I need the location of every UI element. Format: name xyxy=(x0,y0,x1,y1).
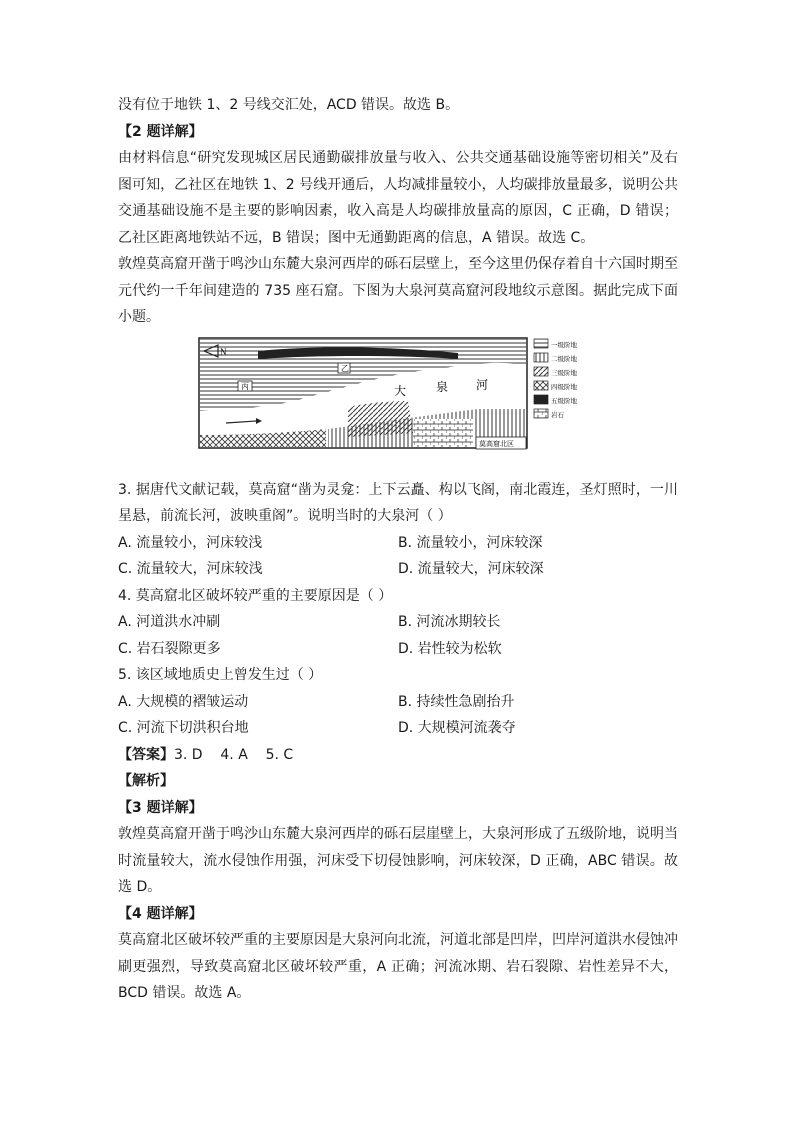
legend-label-5: 五级阶地 xyxy=(551,396,577,405)
legend-swatch-4 xyxy=(534,381,548,390)
question-5-option-b: B. 持续性急剧抬升 xyxy=(398,693,515,710)
question-5-options-row-1 xyxy=(118,689,678,716)
question-3-option-b: B. 流量较小，河床较深 xyxy=(398,534,543,551)
question-5-options-row-2 xyxy=(118,715,678,742)
legend-label-6: 岩石 xyxy=(551,410,564,419)
question-4-options-row-2 xyxy=(118,636,678,663)
question-5-option-c: C. 河流下切洪积台地 xyxy=(118,720,249,736)
paragraph-intro: 敦煌莫高窟开凿于鸣沙山东麓大泉河西岸的砾石层壁上，至今这里仍保存着自十六国时期至元代约一千年间建造的 735 座石窟。下图为大泉河莫高窟河段地纹示意图。据此完成下面小题。 xyxy=(118,256,678,325)
rock-patch xyxy=(413,419,473,447)
legend-swatch-3 xyxy=(534,367,548,376)
question-4-option-c: C. 岩石裂隙更多 xyxy=(118,640,221,657)
heading-q3-explain: 【3 题详解】 xyxy=(118,799,203,816)
question-5-stem: 5. 该区域地质史上曾发生过（ ） xyxy=(118,667,323,683)
heading-q2-explain: 【2 题详解】 xyxy=(118,123,203,140)
question-3-options-row-1 xyxy=(118,530,678,557)
river-label-2: 泉 xyxy=(436,379,449,394)
legend-swatch-1 xyxy=(534,339,548,348)
legend-label-3: 三级阶地 xyxy=(551,368,577,377)
question-4-option-a: A. 河道洪水冲刷 xyxy=(118,614,221,630)
legend-label-1: 一级阶地 xyxy=(551,340,577,349)
question-4-options-row-1 xyxy=(118,609,678,636)
legend-label-4: 四级阶地 xyxy=(551,382,577,391)
terrace-middle-patch xyxy=(348,401,413,437)
legend-swatch-2 xyxy=(534,353,548,362)
paragraph-q2-explain: 由材料信息“研究发现城区居民通勤碳排放量与收入、公共交通基础设施等密切相关”及右图可知，乙社区在地铁 1、2 号线开通后，人均减排量较小，人均碳排放量最多，说明公共交通基础设施不是主要的影响因素，收入高是人均碳排放量高的原因，C 正确，D 错误；乙社区距离地铁站不远，B 错误；图中无通勤距离的信息，A 错误。故选 C。 xyxy=(118,150,678,246)
question-4-stem: 4. 莫高窟北区破坏较严重的主要原因是（ ） xyxy=(118,587,393,604)
legend-label-2: 二级阶地 xyxy=(551,354,577,363)
document-page xyxy=(118,92,678,1007)
question-3-option-d: D. 流量较大，河床较深 xyxy=(398,561,544,577)
terrace-map-figure xyxy=(118,337,678,469)
legend xyxy=(534,339,578,419)
river-label-1: 大 xyxy=(394,383,407,398)
answer-label: 【答案】 xyxy=(118,746,174,763)
terrace-map-svg xyxy=(198,337,598,465)
heading-q4-explain: 【4 题详解】 xyxy=(118,905,203,922)
legend-swatch-5 xyxy=(534,395,548,404)
question-3-option-a: A. 流量较小，河床较浅 xyxy=(118,534,263,551)
answer-line xyxy=(118,742,678,769)
question-3-option-c: C. 流量较大，河床较浅 xyxy=(118,561,263,577)
analysis-heading: 【解析】 xyxy=(118,773,174,789)
site-label-2: 丙 xyxy=(241,381,249,391)
north-label: N xyxy=(220,346,227,357)
cave-label: 莫高窟北区 xyxy=(479,439,514,448)
question-4-option-d: D. 岩性较为松软 xyxy=(398,640,502,657)
question-3-stem: 3. 据唐代文献记载，莫高窟“凿为灵龛：上下云矗、构以飞阁，南北霞连，圣灯照时，一川星悬，前流长河，波映重阁”。说明当时的大泉河（ ） xyxy=(118,481,678,524)
question-3-options-row-2 xyxy=(118,556,678,583)
paragraph-q4-explain: 莫高窟北区破坏较严重的主要原因是大泉河向北流，河道北部是凹岸，凹岸河道洪水侵蚀冲刷更强烈，导致莫高窟北区破坏较严重，A 正确；河流冰期、岩石裂隙、岩性差异不大，BCD 错误。故选 A。 xyxy=(118,932,678,1001)
text-line-1: 没有位于地铁 1、2 号线交汇处，ACD 错误。故选 B。 xyxy=(118,97,460,113)
answer-text: 3. D 4. A 5. C xyxy=(174,746,294,763)
question-5-option-a: A. 大规模的褶皱运动 xyxy=(118,693,249,710)
question-4-option-b: B. 河流冰期较长 xyxy=(398,614,501,630)
question-5-option-d: D. 大规模河流袭夺 xyxy=(398,720,516,736)
river-label-3: 河 xyxy=(476,377,489,392)
site-label-1: 乙 xyxy=(341,363,349,373)
paragraph-q3-explain: 敦煌莫高窟开凿于鸣沙山东麓大泉河西岸的砾石层崖壁上，大泉河形成了五级阶地，说明当时流量较大，流水侵蚀作用强，河床受下切侵蚀影响，河床较深，D 正确，ABC 错误。故选 D。 xyxy=(118,826,678,895)
legend-swatch-6 xyxy=(534,409,548,418)
